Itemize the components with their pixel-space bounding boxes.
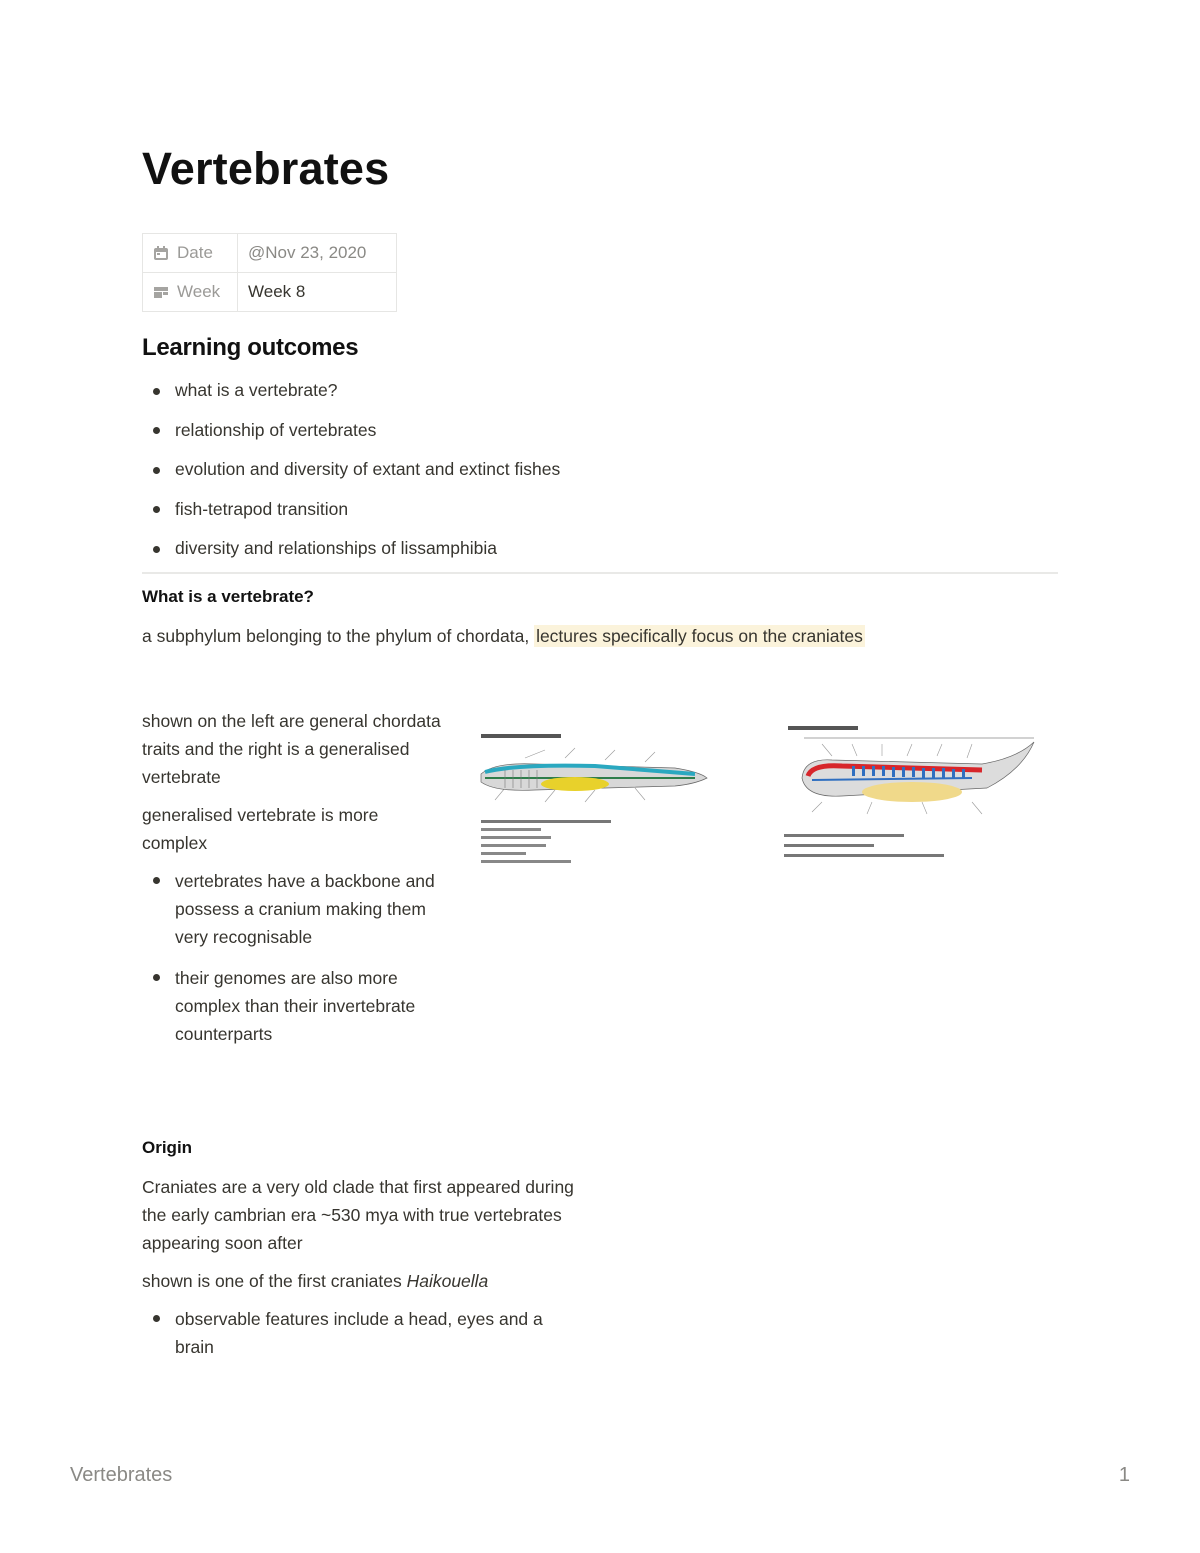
list-item: vertebrates have a backbone and possess a cranium making them very recognisable xyxy=(142,867,442,951)
calendar-icon xyxy=(153,246,169,260)
traits-column xyxy=(142,707,442,1061)
property-key-label: Date xyxy=(177,243,213,262)
what-is-heading: What is a vertebrate? xyxy=(142,587,314,606)
origin-heading: Origin xyxy=(142,1138,193,1157)
highlighted-text: lectures specifically focus on the craniates xyxy=(536,626,863,646)
property-key-date xyxy=(143,234,238,273)
traits-list xyxy=(142,867,442,1048)
divider xyxy=(142,572,1058,574)
list-item: what is a vertebrate? xyxy=(142,378,560,418)
footer-title: Vertebrates xyxy=(70,1464,173,1486)
list-item: observable features include a head, eyes and a brain xyxy=(142,1305,582,1361)
properties-table xyxy=(142,233,397,312)
list-item: relationship of vertebrates xyxy=(142,418,560,458)
traits-paragraph-2: generalised vertebrate is more complex xyxy=(142,805,379,853)
list-item: fish-tetrapod transition xyxy=(142,497,560,537)
origin-list xyxy=(142,1305,582,1361)
paragraph-text: a subphylum belonging to the phylum of chordata, xyxy=(142,626,535,646)
origin-paragraph-1: Craniates are a very old clade that first appeared during the early cambrian era ~530 mya with true vertebrates appearing soon after xyxy=(142,1177,574,1253)
property-value-date[interactable]: @Nov 23, 2020 xyxy=(238,234,397,273)
learning-outcomes-list xyxy=(142,378,560,576)
page-title: Vertebrates xyxy=(142,143,390,194)
property-key-week xyxy=(143,273,238,312)
page-number: 1 xyxy=(1118,1464,1130,1486)
property-value-week[interactable]: Week 8 xyxy=(238,273,397,312)
learning-outcomes-heading: Learning outcomes xyxy=(142,334,359,361)
italic-taxon: Haikouella xyxy=(406,1271,489,1291)
paragraph-text: shown is one of the first craniates xyxy=(142,1271,407,1291)
origin-paragraph-2 xyxy=(142,1267,582,1295)
chordate-diagram-image xyxy=(475,728,715,868)
what-is-paragraph xyxy=(142,622,865,650)
property-key-label: Week xyxy=(177,282,221,301)
property-row-date[interactable] xyxy=(143,234,397,273)
list-item: their genomes are also more complex than their invertebrate counterparts xyxy=(142,964,442,1048)
list-item: evolution and diversity of extant and extinct fishes xyxy=(142,457,560,497)
list-item: diversity and relationships of lissamphibia xyxy=(142,536,560,576)
select-property-icon xyxy=(153,285,169,299)
property-row-week[interactable] xyxy=(143,273,397,312)
traits-paragraph-1: shown on the left are general chordata traits and the right is a generalised vertebrate xyxy=(142,711,441,787)
vertebrate-diagram-image xyxy=(782,722,1038,867)
origin-column xyxy=(142,1173,582,1374)
